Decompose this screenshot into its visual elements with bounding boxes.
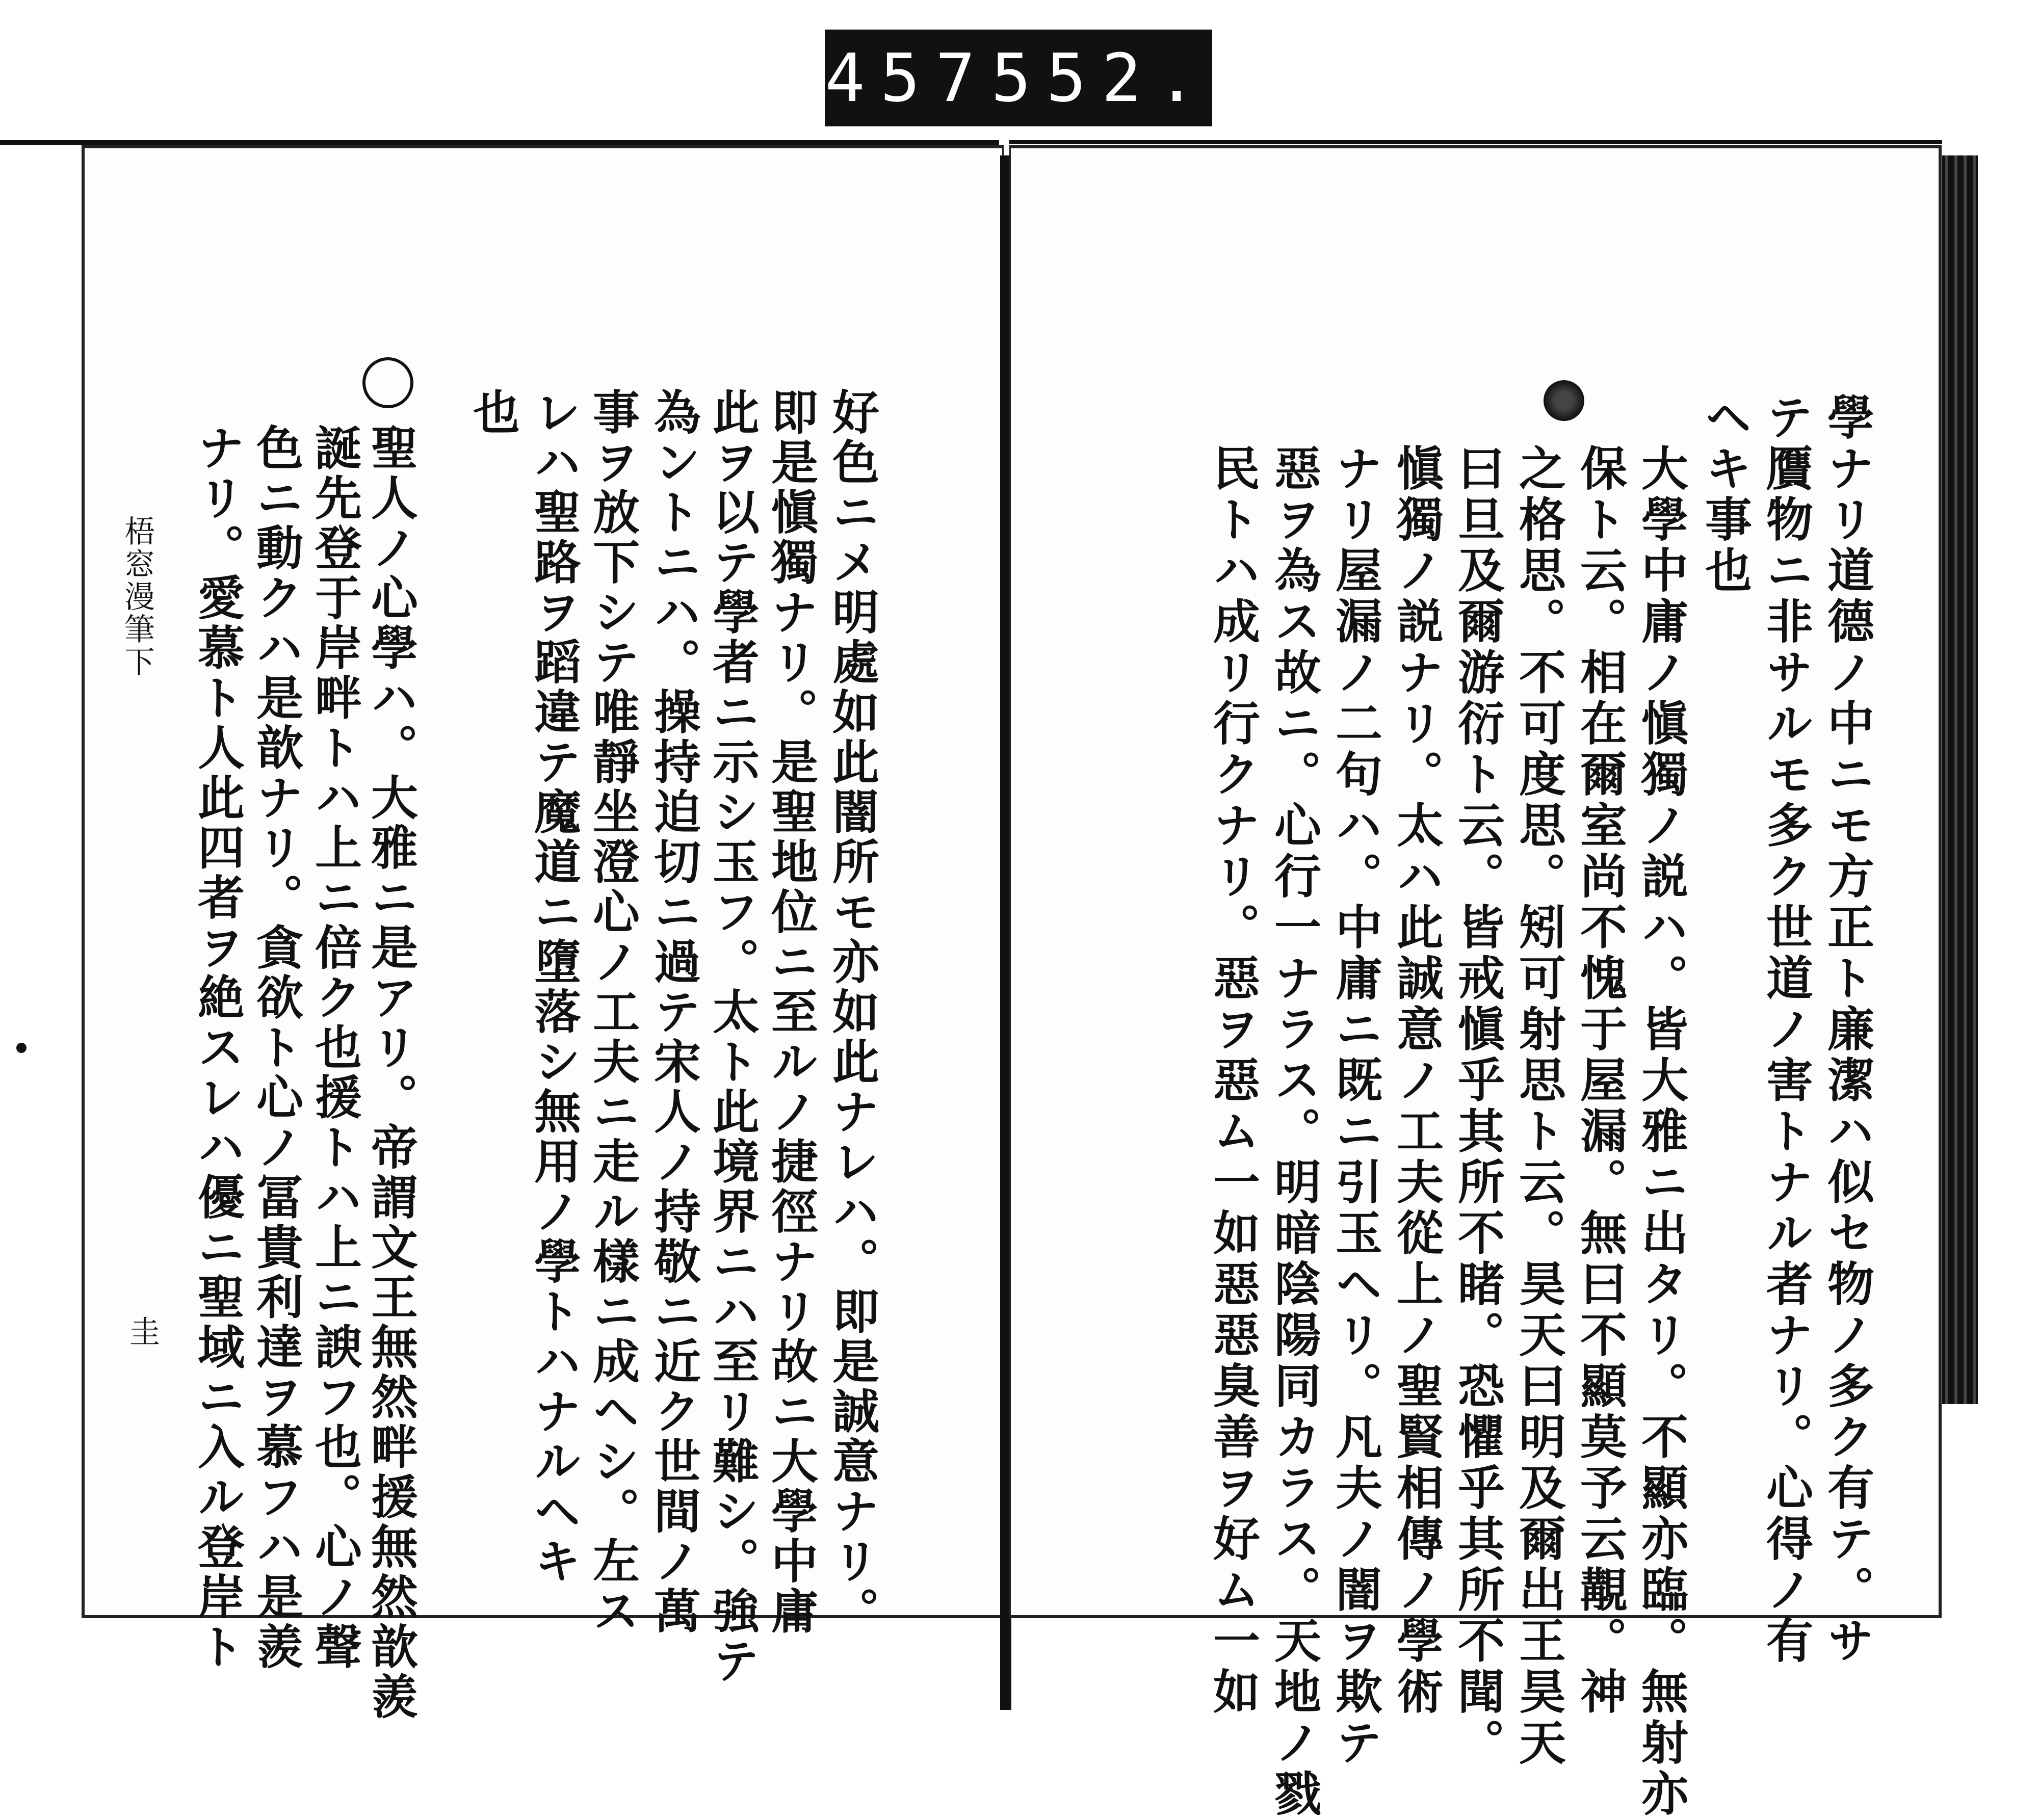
- archive-label: [825, 30, 1212, 126]
- text-column: ナリ。愛慕ト人此四者ヲ絶スレハ優ニ聖域ニ入ル登岸ト: [190, 424, 245, 1672]
- text-column: 愼獨ノ説ナリ。太ハ此誠意ノ工夫從上ノ聖賢相傳ノ學術: [1389, 444, 1444, 1718]
- text-column: ヘキ事也: [1697, 393, 1753, 597]
- text-column: 學ナリ道德ノ中ニモ方正ト廉潔ハ似セ物ノ多ク有テ。サ: [1820, 393, 1875, 1667]
- top-rule: [1009, 140, 1942, 144]
- text-column: 為ントニハ。操持迫切ニ過テ宋人ノ持敬ニ近ク世間ノ萬: [646, 388, 701, 1637]
- text-column: 之格思。不可度思。矧可射思ト云。昊天曰明及爾出王昊天: [1511, 444, 1566, 1769]
- text-column: ナリ屋漏ノ二句ハ。中庸ニ既ニ引玉ヘリ。凡夫ノ闇ヲ欺テ: [1328, 444, 1383, 1769]
- speck: [16, 1043, 27, 1053]
- text-column: 聖人ノ心學ハ。大雅ニ是アリ。帝謂文王無然畔援無然歆羨: [363, 424, 419, 1722]
- left-page-footer: 梧窓漫筆下: [119, 515, 155, 678]
- left-page: [82, 145, 1004, 1722]
- text-column: 此ヲ以テ學者ニ示シ玉フ。太ト此境界ニハ至リ難シ。強テ: [705, 388, 760, 1686]
- text-column: 好色ニメ明處如此闇所モ亦如此ナレハ。即是誠意ナリ。: [825, 388, 880, 1637]
- text-column: 民トハ成リ行クナリ。惡ヲ惡ム一如惡惡臭善ヲ好ム一如: [1206, 444, 1261, 1718]
- text-column: 惡ヲ為ス故ニ。心行一ナラス。明暗陰陽同カラス。天地ノ戮: [1267, 444, 1322, 1820]
- text-column: 大學中庸ノ愼獨ノ説ハ。皆大雅ニ出タリ。不顯亦臨。無射亦: [1634, 444, 1689, 1820]
- text-column: 事ヲ放下シテ唯靜坐澄心ノ工夫ニ走ル樣ニ成ヘシ。左ス: [585, 388, 640, 1637]
- text-column: テ贋物ニ非サルモ多ク世道ノ害トナル者ナリ。心得ノ有: [1759, 393, 1814, 1667]
- top-rule: [0, 140, 999, 145]
- right-page: [1009, 145, 1942, 1820]
- text-column: 誕先登于岸畔トハ上ニ倍ク也援トハ上ニ諛フ也。心ノ聲: [307, 424, 362, 1672]
- text-column: 色ニ動クハ是歆ナリ。貪欲ト心ノ冨貴利達ヲ慕フハ是羨: [249, 424, 304, 1672]
- archive-label-left: 457: [825, 39, 991, 117]
- left-page-number: 圭: [124, 1315, 160, 1348]
- text-column: レハ聖路ヲ蹈違テ魔道ニ墮落シ無用ノ學トハナルヘキ: [527, 388, 582, 1587]
- text-column: 即是愼獨ナリ。是聖地位ニ至ルノ捷徑ナリ故ニ大學中庸: [764, 388, 819, 1637]
- open-book: [76, 145, 1963, 1820]
- text-column: 保ト云。相在爾室尚不愧于屋漏。無曰不顯莫予云覯。神: [1573, 444, 1628, 1718]
- archive-label-right: 552.: [991, 39, 1212, 117]
- circle-mark-icon: [362, 357, 413, 408]
- text-column: 曰旦及爾游衍ト云。皆戒愼乎其所不睹。恐懼乎其所不聞。: [1450, 444, 1505, 1769]
- page-edges: [1942, 155, 1978, 1404]
- seal-mark-icon: [1544, 380, 1584, 421]
- text-column: 也: [465, 388, 520, 438]
